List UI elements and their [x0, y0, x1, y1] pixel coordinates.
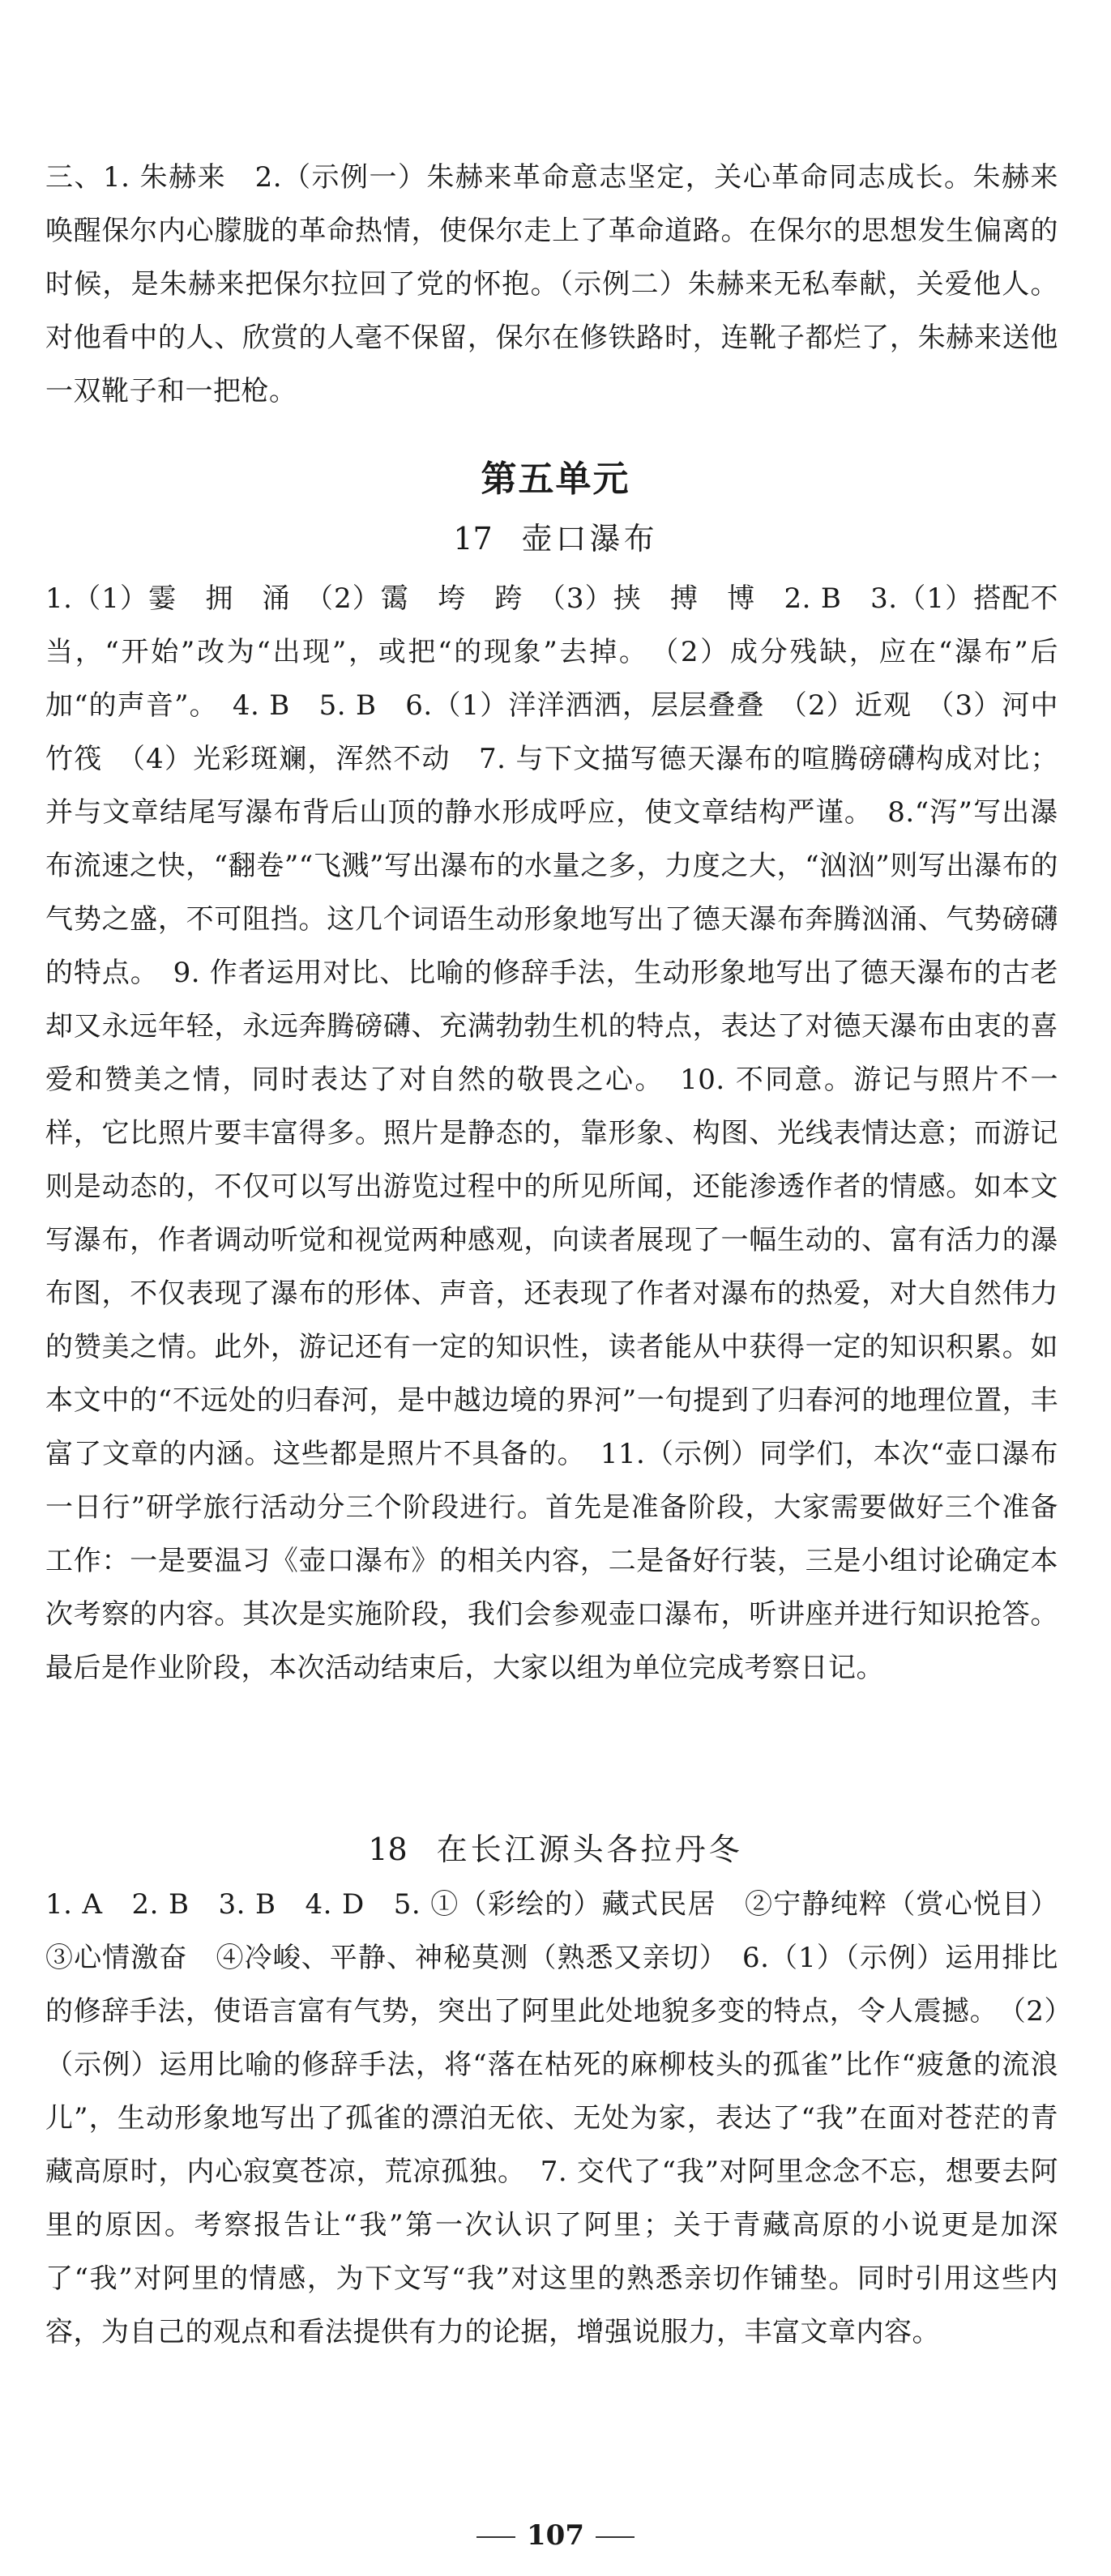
lesson-17-title: 壶口瀑布: [521, 521, 658, 557]
lesson-18-title: 在长江源头各拉丹冬: [436, 1832, 743, 1867]
section-3-answers: 三、1. 朱赫来 2.（示例一）朱赫来革命意志坚定，关心革命同志成长。朱赫来唤醒保尔内心朦胧的革命热情，使保尔走上了革命道路。在保尔的思想发生偏离的时候，是朱赫来把保尔拉回了党的怀抱。（示例二）朱赫来无私奉献，关爱他人。对他看中的人、欣赏的人毫不保留，保尔在修铁路时，连靴子都烂了，朱赫来送他一双靴子和一把枪。: [45, 161, 1058, 407]
unit-title: 第五单元: [481, 458, 630, 500]
left-dash: [476, 2536, 515, 2538]
lesson-17-heading: [0, 514, 1111, 558]
page-number: 107: [527, 2519, 584, 2552]
page-number-footer: [0, 2519, 1111, 2552]
lesson-18-heading: [0, 1824, 1111, 1869]
lesson-17-answers: 1.（1）霎 拥 涌 （2）霭 垮 跨 （3）挟 搏 博 2. B 3.（1）搭配不当，“开始”改为“出现”，或把“的现象”去掉。 （2）成分残缺，应在“瀑布”后加“的声音”。 4. B 5. B 6.（1）洋洋洒洒，层层叠叠 （2）近观 （3）河中竹筏 （4）光彩斑斓，浑然不动 7. 与下文描写德天瀑布的喧腾磅礴构成对比；并与文章结尾写瀑布背后山顶的静水形成呼应，使文章结构严谨。 8.“泻”写出瀑布流速之快，“翻卷”“飞溅”写出瀑布的水量之多，力度之大，“汹汹”则写出瀑布的气势之盛，不可阻挡。这几个词语生动形象地写出了德天瀑布奔腾汹涌、气势磅礴的特点。 9. 作者运用对比、比喻的修辞手法，生动形象地写出了德天瀑布的古老却又永远年轻，永远奔腾磅礴、充满勃勃生机的特点，表达了对德天瀑布由衷的喜爱和赞美之情，同时表达了对自然的敬畏之心。 10. 不同意。游记与照片不一样，它比照片要丰富得多。照片是静态的，靠形象、构图、光线表情达意；而游记则是动态的，不仅可以写出游览过程中的所见所闻，还能渗透作者的情感。如本文写瀑布，作者调动听觉和视觉两种感观，向读者展现了一幅生动的、富有活力的瀑布图，不仅表现了瀑布的形体、声音，还表现了作者对瀑布的热爱，对大自然伟力的赞美之情。此外，游记还有一定的知识性，读者能从中获得一定的知识积累。如本文中的“不远处的归春河，是中越边境的界河”一句提到了归春河的地理位置，丰富了文章的内涵。这些都是照片不具备的。 11.（示例）同学们，本次“壶口瀑布一日行”研学旅行活动分三个阶段进行。首先是准备阶段，大家需要做好三个准备工作：一是要温习《壶口瀑布》的相关内容，二是备好行装，三是小组讨论确定本次考察的内容。其次是实施阶段，我们会参观壶口瀑布，听讲座并进行知识抢答。最后是作业阶段，本次活动结束后，大家以组为单位完成考察日记。: [45, 582, 1058, 1684]
right-dash: [596, 2536, 635, 2538]
lesson-17-number: 17: [453, 521, 493, 557]
lesson-18-answers: 1. A 2. B 3. B 4. D 5. ①（彩绘的）藏式民居 ②宁静纯粹（赏心悦目）③心情激奋 ④冷峻、平静、神秘莫测（熟悉又亲切） 6.（1）（示例）运用排比的修辞手法，使语言富有气势，突出了阿里此处地貌多变的特点，令人震撼。 （2）（示例）运用比喻的修辞手法，将“落在枯死的麻柳枝头的孤雀”比作“疲惫的流浪儿”，生动形象地写出了孤雀的漂泊无依、无处为家，表达了“我”在面对苍茫的青藏高原时，内心寂寞苍凉，荒凉孤独。 7. 交代了“我”对阿里念念不忘，想要去阿里的原因。考察报告让“我”第一次认识了阿里；关于青藏高原的小说更是加深了“我”对阿里的情感，为下文写“我”对这里的熟悉亲切作铺垫。同时引用这些内容，为自己的观点和看法提供有力的论据，增强说服力，丰富文章内容。: [45, 1888, 1058, 2348]
lesson-18-number: 18: [368, 1832, 408, 1867]
